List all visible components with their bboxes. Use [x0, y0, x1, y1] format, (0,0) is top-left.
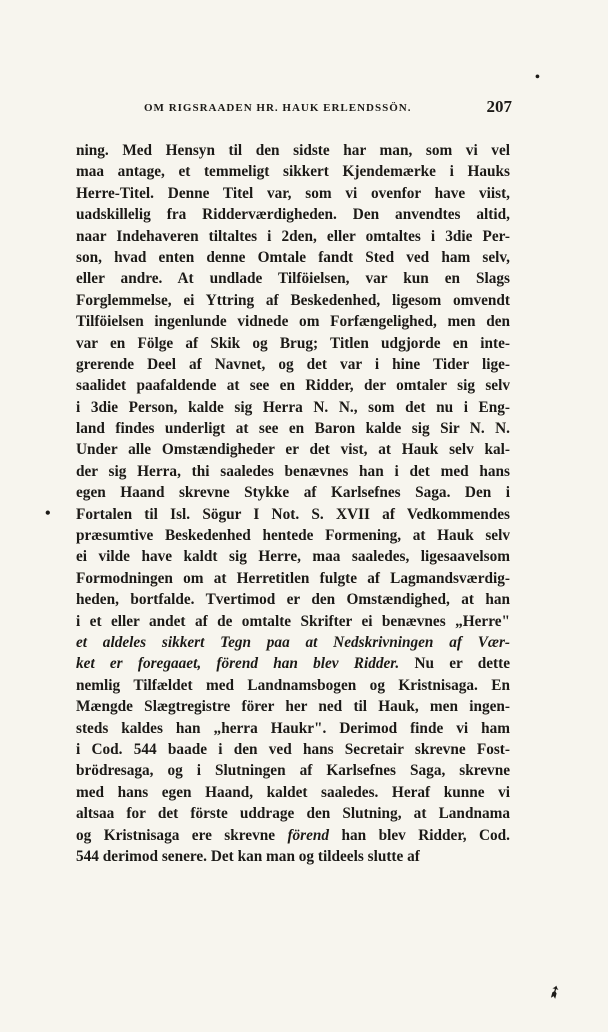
text-line: med hans egen Haand, kaldet saaledes. Heraf kunne vi [76, 783, 510, 801]
text-line: steds kaldes han „herra Haukr". Derimod finde vi ham [76, 719, 510, 737]
text-line: eller andre. At undlade Tilföielsen, var kun en Slags [76, 270, 510, 288]
text-line: altsaa for det förste uddrage den Slutning, at Landnama [76, 805, 510, 823]
body-text [76, 140, 510, 867]
text-line: uadskillelig fra Ridderværdigheden. Den anvendtes altid, [76, 206, 510, 224]
text-line: maa antage, et temmeligt sikkert Kjendemærke i Hauks [76, 163, 510, 181]
text-line: Fortalen til Isl. Sögur I Not. S. XVII af Vedkommendes [76, 505, 510, 523]
text-line: Herre-Titel. Denne Titel var, som vi ovenfor have viist, [76, 184, 510, 202]
text-line: 544 derimod senere. Det kan man og tildeels slutte af [76, 847, 420, 865]
italic-phrase: ket er foregaaet, förend han blev Ridder. [76, 655, 400, 673]
text-segment: han blev Ridder, Cod. [329, 826, 510, 844]
text-line: ning. Med Hensyn til den sidste har man, som vi vel [76, 142, 510, 159]
text-line: præsumtive Beskedenhed hentede Formening, at Hauk selv [76, 527, 510, 545]
text-line: ei vilde have kaldt sig Herre, maa saaledes, ligesaavelsom [76, 548, 510, 566]
text-segment: Nu er dette [399, 655, 510, 673]
running-title: OM RIGSRAADEN HR. HAUK ERLENDSSÖN. [144, 102, 412, 114]
text-line: Forglemmelse, ei Yttring af Beskedenhed, ligesom omvendt [76, 291, 510, 309]
margin-dot-mark: • [535, 70, 540, 85]
text-segment: og Kristnisaga ere skrevne [76, 826, 288, 844]
text-line: brödresaga, og i Slutningen af Karlsefnes Saga, skrevne [76, 762, 510, 780]
text-line: var en Fölge af Skik og Brug; Titlen udgjorde en inte- [76, 334, 510, 352]
margin-pen-mark: ➶ [544, 981, 566, 1004]
text-line-italic [76, 632, 510, 653]
page-header [118, 97, 512, 117]
text-line: i 3die Person, kalde sig Herra N. N., som det nu i Eng- [76, 398, 510, 416]
page-number: 207 [486, 97, 512, 116]
text-line: saalidet paafaldende at see en Ridder, der omtaler sig selv [76, 377, 510, 395]
text-line-mixed [76, 825, 510, 846]
text-line-mixed [76, 653, 510, 674]
text-line: Formodningen om at Herretitlen fulgte af Lagmandsværdig- [76, 569, 510, 587]
text-line: nemlig Tilfældet med Landnamsbogen og Kristnisaga. En [76, 676, 510, 694]
text-line: i et eller andet af de omtalte Skrifter ei benævnes „Herre" [76, 612, 510, 630]
text-line: son, hvad enten denne Omtale fandt Sted ved ham selv, [76, 248, 510, 266]
italic-phrase: et aldeles sikkert Tegn paa at Nedskrivningen af Vær- [76, 633, 510, 651]
text-line: Tilföielsen ingenlunde vidnede om Forfængelighed, men den [76, 313, 510, 331]
text-line: grerende Deel af Navnet, og det var i hine Tider lige- [76, 355, 510, 373]
text-line: Under alle Omstændigheder er det vist, at Hauk selv kal- [76, 441, 510, 459]
text-line: naar Indehaveren tiltaltes i 2den, eller omtaltes i 3die Per- [76, 227, 510, 245]
text-line: Mængde Slægtregistre förer her ned til Hauk, men ingen- [76, 698, 510, 716]
text-line: der sig Herra, thi saaledes benævnes han i det med hans [76, 462, 510, 480]
italic-word: förend [287, 826, 330, 844]
text-line: i Cod. 544 baade i den ved hans Secretair skrevne Fost- [76, 740, 510, 758]
margin-dot-mark: • [45, 505, 51, 522]
text-line: egen Haand skrevne Stykke af Karlsefnes Saga. Den i [76, 484, 510, 502]
text-line: heden, bortfalde. Tvertimod er den Omstændighed, at han [76, 591, 510, 609]
text-line: land findes underligt at see en Baron kalde sig Sir N. N. [76, 420, 510, 438]
